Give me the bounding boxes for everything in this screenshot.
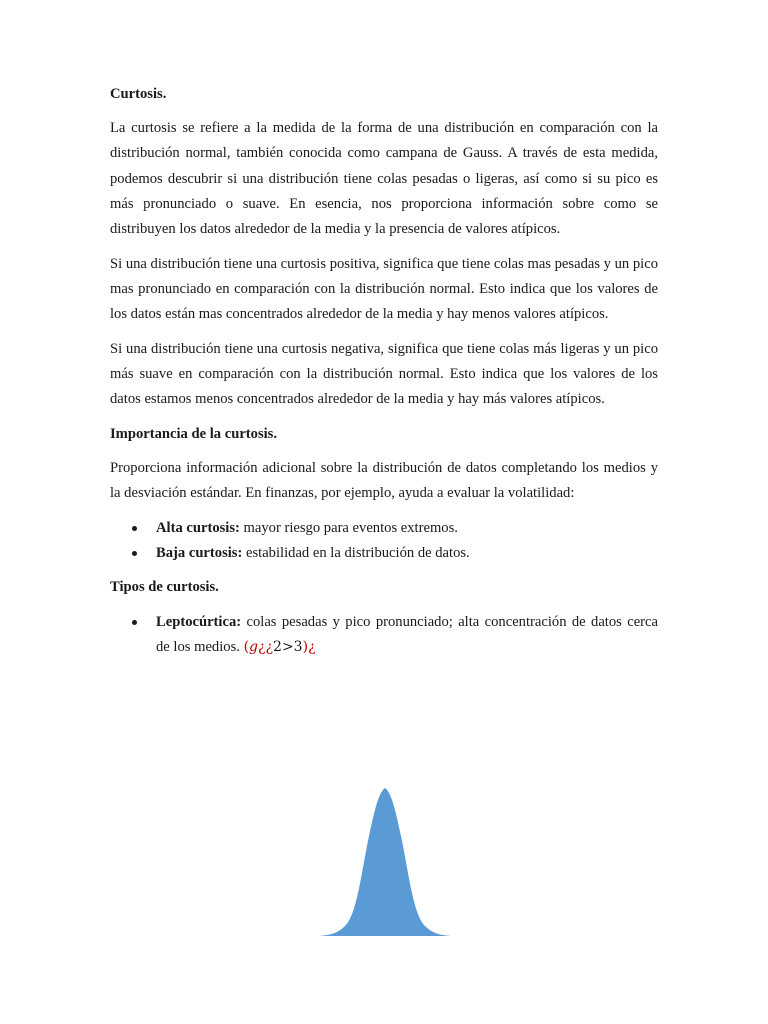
paragraph-intro: La curtosis se refiere a la medida de la forma de una distribución en comparación con la distribución normal, también conocida como campana de Gauss. A través de esta medida, podemos descubrir si una distribución tiene colas pesadas o ligeras, así como si su pico es más pronunciado o suave. En esencia, nos proporciona información sobre como se distribuyen los datos alrededor de la media y la presencia de valores atípicos.: [110, 120, 658, 238]
list-item-baja: [110, 541, 658, 566]
types-list: [110, 610, 658, 660]
document-page: [110, 82, 658, 669]
list-term: Alta curtosis:: [156, 520, 240, 537]
list-term: Baja curtosis:: [156, 545, 243, 562]
list-text: estabilidad en la distribución de datos.: [242, 545, 470, 562]
paragraph-positive-kurtosis: Si una distribución tiene una curtosis positiva, significa que tiene colas mas pesadas y un pico mas pronunciado en comparación con la distribución normal. Esto indica que los valores de los datos están mas concentrados alrededor de la media y hay menos valores atípicos.: [110, 255, 658, 323]
section-heading-curtosis: Curtosis.: [110, 86, 167, 102]
bullet-icon: [132, 526, 137, 531]
section-heading-importance: Importancia de la curtosis.: [110, 425, 278, 442]
bell-curve-shape: [319, 788, 451, 936]
bullet-icon: [132, 620, 137, 625]
bullet-icon: [132, 551, 137, 556]
list-text: colas pesadas y pico pronunciado; alta concentración de datos cerca de los medios.: [156, 613, 658, 655]
paragraph-negative-kurtosis: Si una distribución tiene una curtosis negativa, significa que tiene colas más ligeras y un pico más suave en comparación con la distribución normal. Esto indica que los valores de los datos estamos menos concentrados alrededor de la media y hay más valores atípicos.: [110, 340, 658, 408]
kurtosis-formula: (g¿¿2>3)¿: [243, 638, 316, 655]
paragraph-importance: Proporciona información adicional sobre la distribución de datos completando los medios y la desviación estándar. En finanzas, por ejemplo, ayuda a evaluar la volatilidad:: [110, 460, 658, 502]
list-term: Leptocúrtica:: [156, 613, 242, 630]
importance-list: [110, 516, 658, 566]
list-item-leptocurtica: [110, 610, 658, 660]
section-heading-types: Tipos de curtosis.: [110, 579, 219, 596]
list-text: mayor riesgo para eventos extremos.: [239, 520, 458, 537]
list-item-alta: [110, 516, 658, 541]
leptokurtic-curve-figure: [315, 786, 455, 938]
